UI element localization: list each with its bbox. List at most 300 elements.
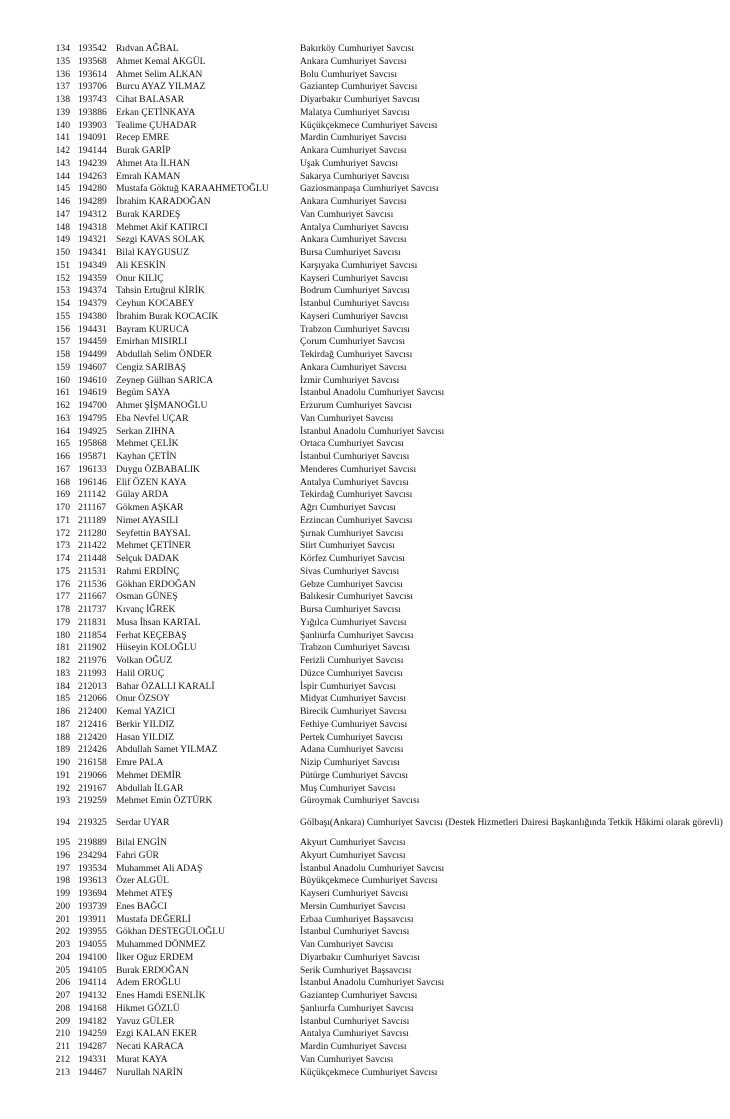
registry-number: 211280 xyxy=(78,527,107,539)
assignment: Midyat Cumhuriyet Savcısı xyxy=(300,693,407,705)
list-item xyxy=(0,515,730,528)
row-number: 179 xyxy=(55,616,70,628)
person-name: Emirhan MISIRLI xyxy=(116,336,188,348)
assignment: Malatya Cumhuriyet Savcısı xyxy=(300,106,410,118)
list-item xyxy=(0,183,730,196)
list-item xyxy=(0,719,730,732)
row-number: 176 xyxy=(55,578,70,590)
registry-number: 212066 xyxy=(78,693,107,705)
row-number: 171 xyxy=(55,514,70,526)
row-number: 156 xyxy=(55,323,70,335)
assignment: İstanbul Cumhuriyet Savcısı xyxy=(300,451,410,462)
list-item xyxy=(0,349,730,362)
assignment: Ağrı Cumhuriyet Savcısı xyxy=(300,502,396,513)
row-number: 134 xyxy=(55,43,70,54)
list-item xyxy=(0,158,730,171)
person-name: Necati KARACA xyxy=(116,1041,184,1052)
person-name: Sezgi KAVAS SOLAK xyxy=(116,234,205,246)
row-number: 173 xyxy=(55,540,70,552)
person-name: Erkan ÇETİNKAYA xyxy=(116,106,196,118)
assignment: Erzincan Cumhuriyet Savcısı xyxy=(300,514,413,526)
list-item xyxy=(0,324,730,337)
row-number: 158 xyxy=(55,349,70,360)
person-name: Gökhan ERDOĞAN xyxy=(116,578,196,590)
assignment: İzmir Cumhuriyet Savcısı xyxy=(300,374,400,386)
registry-number: 219259 xyxy=(78,795,107,807)
person-name: Zeynep Gülhan SARICA xyxy=(116,374,213,386)
person-name: Abdullah İLGAR xyxy=(116,782,184,794)
row-number: 203 xyxy=(55,939,70,950)
registry-number: 193614 xyxy=(78,68,107,80)
row-number: 146 xyxy=(55,196,70,207)
list-item xyxy=(0,770,730,783)
row-number: 195 xyxy=(55,837,70,848)
list-item xyxy=(0,451,730,464)
list-item xyxy=(0,783,730,796)
registry-number: 194132 xyxy=(78,990,107,1001)
assignment: Şanlıurfa Cumhuriyet Savcısı xyxy=(300,1002,414,1014)
list-item xyxy=(0,630,730,643)
row-number: 145 xyxy=(55,183,70,195)
person-name: Emre PALA xyxy=(116,757,164,768)
row-number: 154 xyxy=(55,298,70,309)
list-item xyxy=(0,604,730,617)
registry-number: 194331 xyxy=(78,1053,107,1065)
registry-number: 211448 xyxy=(78,553,107,564)
assignment: Erbaa Cumhuriyet Başsavcısı xyxy=(300,913,414,925)
registry-number: 193955 xyxy=(78,926,107,938)
row-number: 208 xyxy=(55,1002,70,1014)
list-item xyxy=(0,681,730,694)
registry-number: 194374 xyxy=(78,285,107,297)
list-item xyxy=(0,234,730,247)
assignment: Küçükçekmece Cumhuriyet Savcısı xyxy=(300,1066,438,1078)
assignment: Van Cumhuriyet Savcısı xyxy=(300,208,394,220)
assignment: Fethiye Cumhuriyet Savcısı xyxy=(300,718,408,730)
assignment: Van Cumhuriyet Savcısı xyxy=(300,1053,394,1065)
person-name: İbrahim KARADOĞAN xyxy=(116,196,211,207)
person-name: Tahsin Ertuğrul KİRİK xyxy=(116,285,205,297)
row-number: 160 xyxy=(55,374,70,386)
person-name: Begüm SAYA xyxy=(116,387,171,399)
person-name: Recep EMRE xyxy=(116,132,170,144)
list-item xyxy=(0,273,730,286)
list-item xyxy=(0,400,730,413)
person-name: Ceyhun KOCABEY xyxy=(116,298,195,309)
registry-number: 193886 xyxy=(78,106,107,118)
list-item xyxy=(0,171,730,184)
person-name: Abdullah Samet YILMAZ xyxy=(116,744,218,756)
person-name: Muhammet Ali ADAŞ xyxy=(116,862,203,874)
list-item xyxy=(0,502,730,515)
registry-number: 212420 xyxy=(78,731,107,743)
assignment: Antalya Cumhuriyet Savcısı xyxy=(300,1028,409,1040)
row-number: 200 xyxy=(55,900,70,912)
row-number: 191 xyxy=(55,769,70,781)
list-item xyxy=(0,120,730,133)
list-item xyxy=(0,863,730,876)
assignment: Van Cumhuriyet Savcısı xyxy=(300,412,394,424)
list-item xyxy=(0,464,730,477)
person-name: Halil ORUÇ xyxy=(116,667,165,679)
list-item xyxy=(0,1041,730,1054)
assignment: Mardin Cumhuriyet Savcısı xyxy=(300,132,407,144)
registry-number: 194379 xyxy=(78,298,107,309)
registry-number: 212416 xyxy=(78,718,107,730)
row-number: 168 xyxy=(55,476,70,488)
registry-number: 211854 xyxy=(78,629,107,641)
assignment: Ortaca Cumhuriyet Savcısı xyxy=(300,438,404,450)
row-number: 144 xyxy=(55,170,70,182)
assignment: Tekirdağ Cumhuriyet Savcısı xyxy=(300,349,413,360)
person-name: Burak KARDEŞ xyxy=(116,208,181,220)
person-name: Volkan OĞUZ xyxy=(116,655,173,666)
assignment: Gaziantep Cumhuriyet Savcısı xyxy=(300,990,418,1001)
person-name: Gökmen AŞKAR xyxy=(116,502,184,513)
registry-number: 194499 xyxy=(78,349,107,360)
list-item xyxy=(0,579,730,592)
registry-number: 193903 xyxy=(78,119,107,131)
assignment: Erzurum Cumhuriyet Savcısı xyxy=(300,400,412,411)
assignment: Antalya Cumhuriyet Savcısı xyxy=(300,476,409,488)
row-number: 192 xyxy=(55,782,70,794)
registry-number: 194380 xyxy=(78,310,107,322)
person-name: Emrah KAMAN xyxy=(116,170,181,182)
registry-number: 219066 xyxy=(78,769,107,781)
person-name: Kemal YAZICI xyxy=(116,706,176,717)
assignment: Düzce Cumhuriyet Savcısı xyxy=(300,667,403,679)
registry-number: 194467 xyxy=(78,1066,107,1078)
assignment: Çorum Cumhuriyet Savcısı xyxy=(300,336,405,348)
list-item xyxy=(0,438,730,451)
row-number: 164 xyxy=(55,425,70,437)
person-name: İbrahim Burak KOCACIK xyxy=(116,310,219,322)
registry-number: 211422 xyxy=(78,540,107,552)
row-number: 184 xyxy=(55,680,70,692)
person-name: Burak GARİP xyxy=(116,145,171,156)
person-name: Hasan YILDIZ xyxy=(116,731,174,743)
person-name: Burcu AYAZ YILMAZ xyxy=(116,81,206,93)
assignment: Büyükçekmece Cumhuriyet Savcısı xyxy=(300,875,438,887)
person-name: Muhammed DÖNMEZ xyxy=(116,939,206,950)
person-name: Bahar ÖZALLI KARALİ xyxy=(116,680,215,692)
registry-number: 194182 xyxy=(78,1015,107,1027)
list-item xyxy=(0,222,730,235)
registry-number: 211976 xyxy=(78,655,107,666)
person-name: Osman GÜNEŞ xyxy=(116,591,178,603)
assignment: Trabzon Cumhuriyet Savcısı xyxy=(300,323,410,335)
row-number: 181 xyxy=(55,642,70,654)
row-number: 185 xyxy=(55,693,70,705)
list-item xyxy=(0,553,730,566)
assignment: Sakarya Cumhuriyet Savcısı xyxy=(300,170,410,182)
person-name: Mustafa DEĞERLİ xyxy=(116,913,191,925)
assignment: İstanbul Cumhuriyet Savcısı xyxy=(300,926,410,938)
registry-number: 211737 xyxy=(78,604,107,615)
list-item xyxy=(0,375,730,388)
row-number: 148 xyxy=(55,221,70,233)
list-item xyxy=(0,952,730,965)
list-item xyxy=(0,94,730,107)
row-number: 172 xyxy=(55,527,70,539)
person-name: Adem EROĞLU xyxy=(116,977,181,989)
assignment: Akyurt Cumhuriyet Savcısı xyxy=(300,837,406,848)
list-item xyxy=(0,914,730,927)
person-name: Ezgi KALAN EKER xyxy=(116,1028,197,1040)
list-item xyxy=(0,706,730,719)
row-number: 210 xyxy=(55,1028,70,1040)
row-number: 193 xyxy=(55,795,70,807)
person-name: Selçuk DADAK xyxy=(116,553,180,564)
row-number: 170 xyxy=(55,502,70,513)
row-number: 187 xyxy=(55,718,70,730)
row-number: 136 xyxy=(55,68,70,80)
assignment: İstanbul Anadolu Cumhuriyet Savcısı xyxy=(300,862,445,874)
assignment: Ankara Cumhuriyet Savcısı xyxy=(300,196,407,207)
registry-number: 193534 xyxy=(78,862,107,874)
list-item xyxy=(0,693,730,706)
registry-number: 211167 xyxy=(78,502,107,513)
registry-number: 194619 xyxy=(78,387,107,399)
assignment: Balıkesir Cumhuriyet Savcısı xyxy=(300,591,413,603)
person-name: Ferhat KEÇEBAŞ xyxy=(116,629,187,641)
person-name: Cengiz SARIBAŞ xyxy=(116,361,187,373)
registry-number: 194341 xyxy=(78,247,107,258)
person-name: Ahmet ŞİŞMANOĞLU xyxy=(116,400,208,411)
list-item xyxy=(0,413,730,426)
person-name: Rahmi ERDİNÇ xyxy=(116,565,180,577)
person-name: Mehmet ÇELİK xyxy=(116,438,179,450)
person-name: Hikmet GÖZLÜ xyxy=(116,1002,180,1014)
assignment: Ankara Cumhuriyet Savcısı xyxy=(300,234,407,246)
row-number: 151 xyxy=(55,259,70,271)
assignment: Gaziantep Cumhuriyet Savcısı xyxy=(300,81,418,93)
person-name: Gülay ARDA xyxy=(116,489,169,501)
registry-number: 219889 xyxy=(78,837,107,848)
person-name: Ahmet Ata İLHAN xyxy=(116,157,191,169)
list-item xyxy=(0,566,730,579)
person-name: Onur KILIÇ xyxy=(116,272,164,284)
assignment: Serik Cumhuriyet Başsavcısı xyxy=(300,964,412,976)
person-name: Burak ERDOĞAN xyxy=(116,964,189,976)
assignment: Siirt Cumhuriyet Savcısı xyxy=(300,540,395,552)
list-item xyxy=(0,655,730,668)
person-name: Bilal ENGİN xyxy=(116,837,167,848)
person-name: Murat KAYA xyxy=(116,1053,168,1065)
registry-number: 194610 xyxy=(78,374,107,386)
registry-number: 194263 xyxy=(78,170,107,182)
list-item xyxy=(0,209,730,222)
person-name: Abdullah Selim ÖNDER xyxy=(116,349,212,360)
row-number: 175 xyxy=(55,565,70,577)
assignment: Sivas Cumhuriyet Savcısı xyxy=(300,565,400,577)
registry-number: 193568 xyxy=(78,55,107,67)
registry-number: 219325 xyxy=(78,817,107,828)
row-number: 213 xyxy=(55,1066,70,1078)
person-name: Yavuz GÜLER xyxy=(116,1015,175,1027)
assignment: Körfez Cumhuriyet Savcısı xyxy=(300,553,405,564)
list-item xyxy=(0,145,730,158)
person-name: Serdar UYAR xyxy=(116,817,170,828)
row-number: 155 xyxy=(55,310,70,322)
registry-number: 194459 xyxy=(78,336,107,348)
row-number: 211 xyxy=(55,1041,70,1052)
assignment: Şanlıurfa Cumhuriyet Savcısı xyxy=(300,629,414,641)
row-number: 153 xyxy=(55,285,70,297)
list-item xyxy=(0,196,730,209)
registry-number: 193739 xyxy=(78,900,107,912)
row-number: 149 xyxy=(55,234,70,246)
list-item xyxy=(0,757,730,770)
list-item xyxy=(0,285,730,298)
list-item xyxy=(0,926,730,939)
registry-number: 194795 xyxy=(78,412,107,424)
row-number: 198 xyxy=(55,875,70,887)
registry-number: 234294 xyxy=(78,849,107,861)
registry-number: 194239 xyxy=(78,157,107,169)
assignment: Karşıyaka Cumhuriyet Savcısı xyxy=(300,259,418,271)
registry-number: 195871 xyxy=(78,451,107,462)
registry-number: 194259 xyxy=(78,1028,107,1040)
list-item xyxy=(0,965,730,978)
assignment: Şırnak Cumhuriyet Savcısı xyxy=(300,527,404,539)
list-item xyxy=(0,387,730,400)
person-name: Özer ALGÜL xyxy=(116,875,170,887)
registry-number: 211531 xyxy=(78,565,107,577)
registry-number: 195868 xyxy=(78,438,107,450)
list-item xyxy=(0,1016,730,1029)
assignment: İstanbul Anadolu Cumhuriyet Savcısı xyxy=(300,977,445,989)
registry-number: 194091 xyxy=(78,132,107,144)
list-item xyxy=(0,1067,730,1080)
person-name: Kayhan ÇETİN xyxy=(116,451,177,462)
row-number: 190 xyxy=(55,757,70,768)
registry-number: 211993 xyxy=(78,667,107,679)
list-item xyxy=(0,808,730,837)
person-name: Kıvanç İĞREK xyxy=(116,604,176,615)
row-number: 157 xyxy=(55,336,70,348)
person-name: Mehmet Emin ÖZTÜRK xyxy=(116,795,213,807)
assignment: Van Cumhuriyet Savcısı xyxy=(300,939,394,950)
row-number: 194 xyxy=(55,817,70,828)
registry-number: 212426 xyxy=(78,744,107,756)
list-item xyxy=(0,540,730,553)
row-number: 183 xyxy=(55,667,70,679)
row-number: 180 xyxy=(55,629,70,641)
registry-number: 194359 xyxy=(78,272,107,284)
list-item xyxy=(0,744,730,757)
row-number: 165 xyxy=(55,438,70,450)
person-name: Gökhan DESTEGÜLOĞLU xyxy=(116,926,225,938)
list-item xyxy=(0,426,730,439)
row-number: 169 xyxy=(55,489,70,501)
list-item xyxy=(0,1028,730,1041)
assignment: Mardin Cumhuriyet Savcısı xyxy=(300,1041,407,1052)
person-name: Hüseyin KOLOĞLU xyxy=(116,642,197,654)
person-name: Tealime ÇUHADAR xyxy=(116,119,197,131)
person-name: Musa İhsan KARTAL xyxy=(116,616,201,628)
list-item xyxy=(0,298,730,311)
person-name: Serkan ZIHNA xyxy=(116,425,175,437)
person-name: Enes BAĞCI xyxy=(116,900,167,912)
registry-number: 193706 xyxy=(78,81,107,93)
list-item xyxy=(0,888,730,901)
registry-number: 194321 xyxy=(78,234,107,246)
assignment: Diyarbakır Cumhuriyet Savcısı xyxy=(300,951,420,963)
assignment: Ferizli Cumhuriyet Savcısı xyxy=(300,655,404,666)
list-item xyxy=(0,977,730,990)
person-name: İlker Oğuz ERDEM xyxy=(116,951,194,963)
list-item xyxy=(0,489,730,502)
list-item xyxy=(0,69,730,82)
list-item xyxy=(0,642,730,655)
registry-number: 219167 xyxy=(78,782,107,794)
assignment: Bursa Cumhuriyet Savcısı xyxy=(300,604,401,615)
row-number: 188 xyxy=(55,731,70,743)
list-item xyxy=(0,528,730,541)
row-number: 150 xyxy=(55,247,70,258)
row-number: 209 xyxy=(55,1015,70,1027)
assignment: Tekirdağ Cumhuriyet Savcısı xyxy=(300,489,413,501)
registry-number: 211189 xyxy=(78,514,107,526)
registry-number: 194925 xyxy=(78,425,107,437)
row-number: 143 xyxy=(55,157,70,169)
person-name: Rıdvan AĞBAL xyxy=(116,43,179,54)
row-number: 162 xyxy=(55,400,70,411)
list-item xyxy=(0,901,730,914)
person-name: Nurullah NARİN xyxy=(116,1066,183,1078)
registry-number: 193613 xyxy=(78,875,107,887)
registry-number: 194114 xyxy=(78,977,107,989)
registry-number: 212013 xyxy=(78,680,107,692)
person-name: Nimet AYASILI xyxy=(116,514,179,526)
person-name: Berkir YILDIZ xyxy=(116,718,175,730)
assignment: Kayseri Cumhuriyet Savcısı xyxy=(300,888,409,899)
assignment: Diyarbakır Cumhuriyet Savcısı xyxy=(300,94,420,105)
registry-number: 193911 xyxy=(78,913,107,925)
assignment: Adana Cumhuriyet Savcısı xyxy=(300,744,404,756)
list-item xyxy=(0,668,730,681)
person-name: Bilal KAYGUSUZ xyxy=(116,247,189,258)
registry-number: 193542 xyxy=(78,43,107,54)
person-name: Mehmet ATEŞ xyxy=(116,888,173,899)
person-name: Cihat BALASAR xyxy=(116,94,184,105)
registry-number: 194100 xyxy=(78,951,107,963)
assignment: Yığılca Cumhuriyet Savcısı xyxy=(300,616,407,628)
row-number: 147 xyxy=(55,208,70,220)
row-number: 135 xyxy=(55,55,70,67)
registry-number: 194168 xyxy=(78,1002,107,1014)
registry-number: 211142 xyxy=(78,489,107,501)
row-number: 166 xyxy=(55,451,70,462)
row-number: 206 xyxy=(55,977,70,989)
row-number: 196 xyxy=(55,849,70,861)
assignment: Muş Cumhuriyet Savcısı xyxy=(300,782,396,794)
list-item xyxy=(0,311,730,324)
assignment: Ankara Cumhuriyet Savcısı xyxy=(300,145,407,156)
registry-number: 211536 xyxy=(78,578,107,590)
registry-number: 194280 xyxy=(78,183,107,195)
person-name: Mehmet DEMİR xyxy=(116,769,182,781)
list-item xyxy=(0,247,730,260)
assignment: Kayseri Cumhuriyet Savcısı xyxy=(300,272,409,284)
person-name: Duygu ÖZBABALIK xyxy=(116,463,200,475)
assignment: İstanbul Anadolu Cumhuriyet Savcısı xyxy=(300,387,445,399)
row-number: 159 xyxy=(55,361,70,373)
assignment: Uşak Cumhuriyet Savcısı xyxy=(300,157,399,169)
person-name: Seyfettin BAYSAL xyxy=(116,527,191,539)
person-name: Elif ÖZEN KAYA xyxy=(116,476,187,488)
